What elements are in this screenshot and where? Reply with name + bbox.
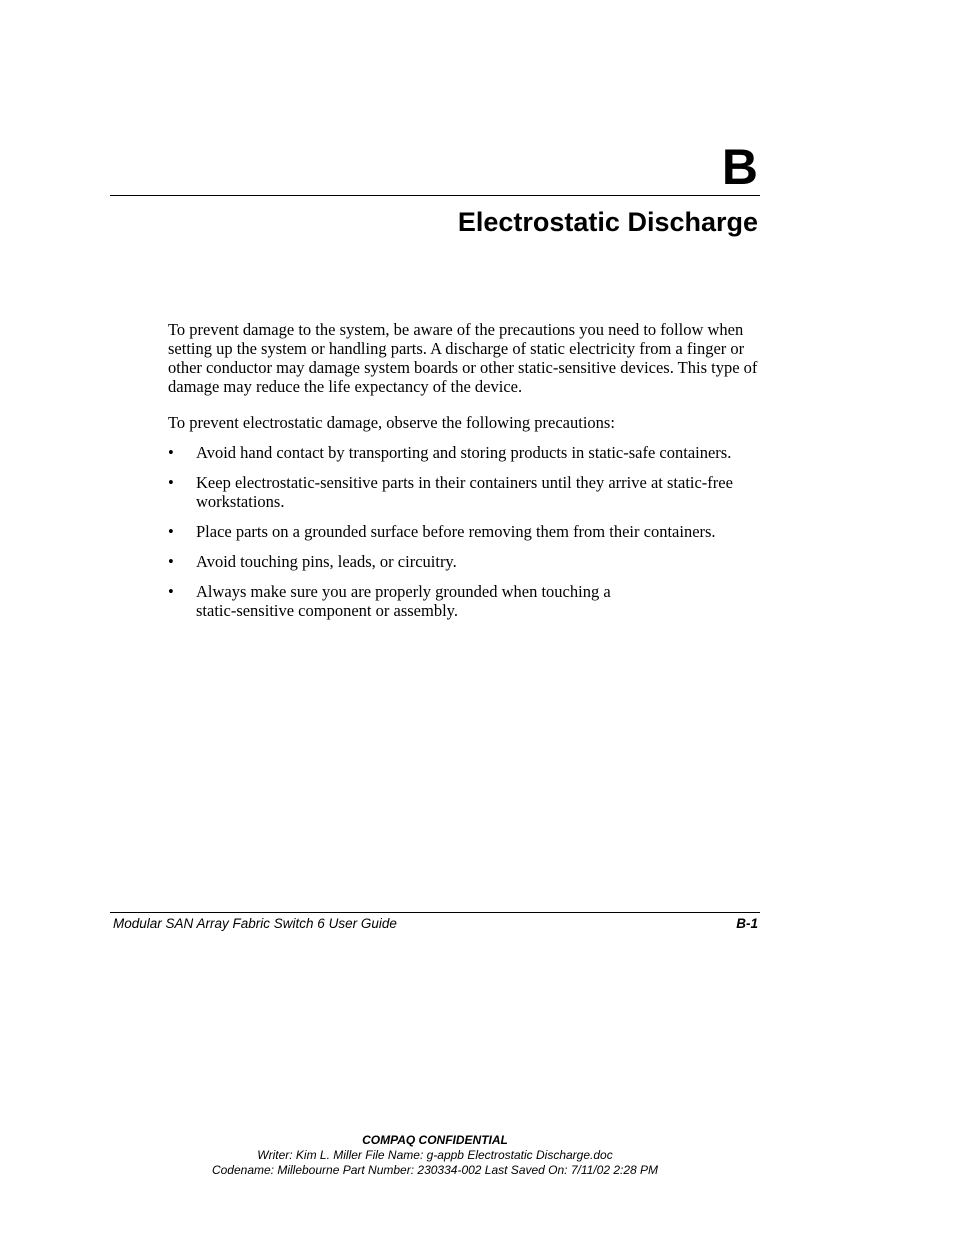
confidential-codename-line: Codename: Millebourne Part Number: 230334-002 Last Saved On: 7/11/02 2:28 PM: [211, 1163, 659, 1177]
chapter-title: Electrostatic Discharge: [457, 207, 758, 237]
list-item-text: Keep electrostatic-sensitive parts in their containers until they arrive at static-free workstations.: [196, 473, 733, 511]
list-item: [168, 522, 768, 541]
lead-in-paragraph: To prevent electrostatic damage, observe the following precautions:: [168, 413, 615, 432]
footer-doc-title: Modular SAN Array Fabric Switch 6 User Guide: [113, 916, 397, 931]
footer-divider: [110, 912, 760, 913]
bullet-icon: •: [168, 582, 174, 601]
bullet-icon: •: [168, 443, 174, 462]
confidential-writer-line: Writer: Kim L. Miller File Name: g-appb Electrostatic Discharge.doc: [257, 1148, 613, 1162]
precautions-list: [168, 443, 768, 620]
list-item: [168, 443, 768, 462]
bullet-icon: •: [168, 552, 174, 571]
list-item: [168, 473, 768, 511]
bullet-icon: •: [168, 522, 174, 541]
list-item-text: Avoid hand contact by transporting and storing products in static-safe containers.: [196, 443, 732, 462]
footer-page-number: B-1: [736, 916, 758, 931]
chapter-letter: B: [721, 139, 758, 195]
list-item: [168, 582, 768, 620]
list-item-text: Avoid touching pins, leads, or circuitry.: [196, 552, 457, 571]
bullet-icon: •: [168, 473, 174, 492]
list-item-text: Always make sure you are properly grounded when touching a static-sensitive component or assembly.: [196, 582, 611, 620]
list-item-text: Place parts on a grounded surface before removing them from their containers.: [196, 522, 716, 541]
list-item: [168, 552, 768, 571]
confidential-heading: COMPAQ CONFIDENTIAL: [362, 1133, 508, 1147]
intro-paragraph: To prevent damage to the system, be aware of the precautions you need to follow when setting up the system or handling parts. A discharge of static electricity from a finger or other conductor may damage system boards or other static-sensitive devices. This type of damage may reduce the life expectancy of the device.: [168, 320, 758, 396]
chapter-divider: [110, 195, 760, 196]
confidential-notice: [0, 1133, 870, 1178]
body-content: [168, 320, 768, 631]
